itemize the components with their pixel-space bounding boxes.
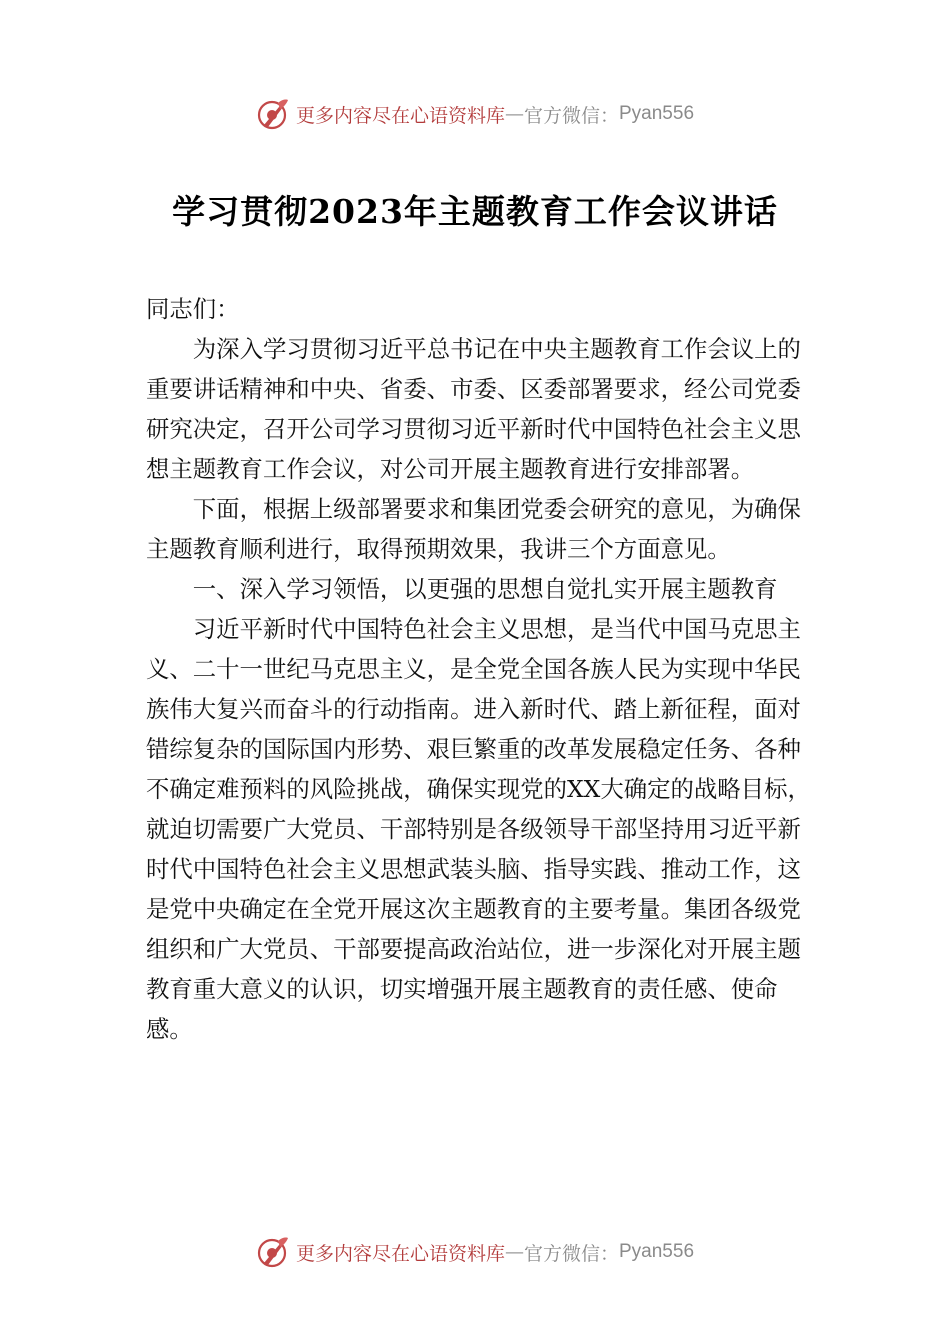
watermark-dash: —	[504, 1241, 524, 1263]
watermark-header	[0, 94, 950, 134]
quill-logo-icon	[256, 1235, 290, 1269]
watermark-brand-text: 更多内容尽在心语资料库	[295, 104, 505, 127]
quill-logo-icon	[256, 97, 290, 131]
watermark-footer	[0, 1232, 950, 1272]
watermark-wechat-label: 官方微信：	[523, 104, 619, 127]
paragraph-section-1: 习近平新时代中国特色社会主义思想，是当代中国马克思主义、二十一世纪马克思主义，是全党全国各族人民为实现中华民族伟大复兴而奋斗的行动指南。进入新时代、踏上新征程，面对错综复杂的国际国内形势、艰巨繁重的改革发展稳定任务、各种不确定难预料的风险挑战，确保实现党的XX大确定的战略目标，就迫切需要广大党员、干部特别是各级领导干部坚持用习近平新时代中国特色社会主义思想武装头脑、指导实践、推动工作，这是党中央确定在全党开展这次主题教育的主要考量。集团各级党组织和广大党员、干部要提高政治站位，进一步深化对开展主题教育重大意义的认识，切实增强开展主题教育的责任感、使命感。	[146, 615, 811, 1043]
watermark-wechat-id: Pyan556	[619, 1241, 695, 1262]
paragraph-overview: 下面，根据上级部署要求和集团党委会研究的意见，为确保主题教育顺利进行，取得预期效果，我讲三个方面意见。	[146, 495, 801, 563]
watermark-wechat-label: 官方微信：	[523, 1242, 619, 1265]
document-body	[146, 289, 814, 1049]
watermark-wechat-id: Pyan556	[619, 103, 695, 124]
watermark-brand-text: 更多内容尽在心语资料库	[295, 1242, 505, 1265]
watermark-dash: —	[504, 103, 524, 125]
greeting: 同志们：	[146, 295, 240, 323]
document-title: 学习贯彻2023年主题教育工作会议讲话	[172, 192, 778, 231]
paragraph-intro: 为深入学习贯彻习近平总书记在中央主题教育工作会议上的重要讲话精神和中央、省委、市委、区委部署要求，经公司党委研究决定，召开公司学习贯彻习近平新时代中国特色社会主义思想主题教育工作会议，对公司开展主题教育进行安排部署。	[146, 335, 801, 483]
section-heading-1: 一、深入学习领悟，以更强的思想自觉扎实开展主题教育	[192, 575, 778, 603]
